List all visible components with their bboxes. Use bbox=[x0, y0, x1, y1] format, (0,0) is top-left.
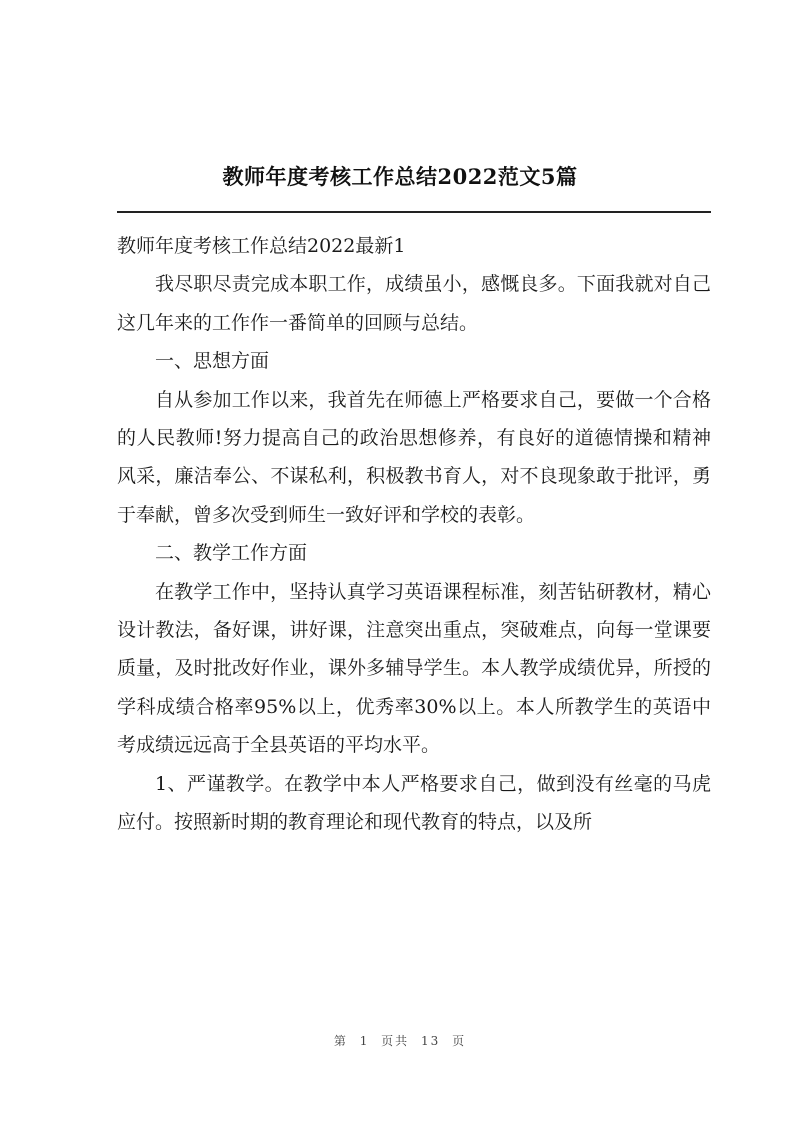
title-divider bbox=[117, 211, 711, 213]
heading-thought: 一、思想方面 bbox=[155, 350, 270, 373]
section-subtitle: 教师年度考核工作总结2022最新1 bbox=[117, 235, 406, 257]
paragraph-rigorous-teaching: 1、严谨教学。在教学中本人严格要求自己，做到没有丝毫的马虎应付。按照新时期的教育理论和现代教育的特点，以及所 bbox=[117, 772, 711, 834]
document-title: 教师年度考核工作总结2022范文5篇 bbox=[222, 164, 578, 189]
page-number-footer: 第 1 页共 13 页 bbox=[333, 1034, 467, 1048]
paragraph-teaching: 在教学工作中，坚持认真学习英语课程标准，刻苦钻研教材，精心设计教法，备好课，讲好课，注意突出重点，突破难点，向每一堂课要质量，及时批改好作业，课外多辅导学生。本人教学成绩优异，所授的学科成绩合格率95%以上，优秀率30%以上。本人所教学生的英语中考成绩远远高于全县英语的平均水平。 bbox=[117, 580, 711, 757]
heading-teaching: 二、教学工作方面 bbox=[155, 542, 308, 565]
document-body bbox=[117, 227, 711, 842]
paragraph-intro: 我尽职尽责完成本职工作，成绩虽小，感慨良多。下面我就对自己这几年来的工作作一番简单的回顾与总结。 bbox=[117, 273, 711, 334]
paragraph-thought: 自从参加工作以来，我首先在师德上严格要求自己，要做一个合格的人民教师!努力提高自己的政治思想修养，有良好的道德情操和精神风采，廉洁奉公、不谋私利，积极教书育人，对不良现象敢于批评，勇于奉献，曾多次受到师生一致好评和学校的表彰。 bbox=[117, 388, 711, 526]
